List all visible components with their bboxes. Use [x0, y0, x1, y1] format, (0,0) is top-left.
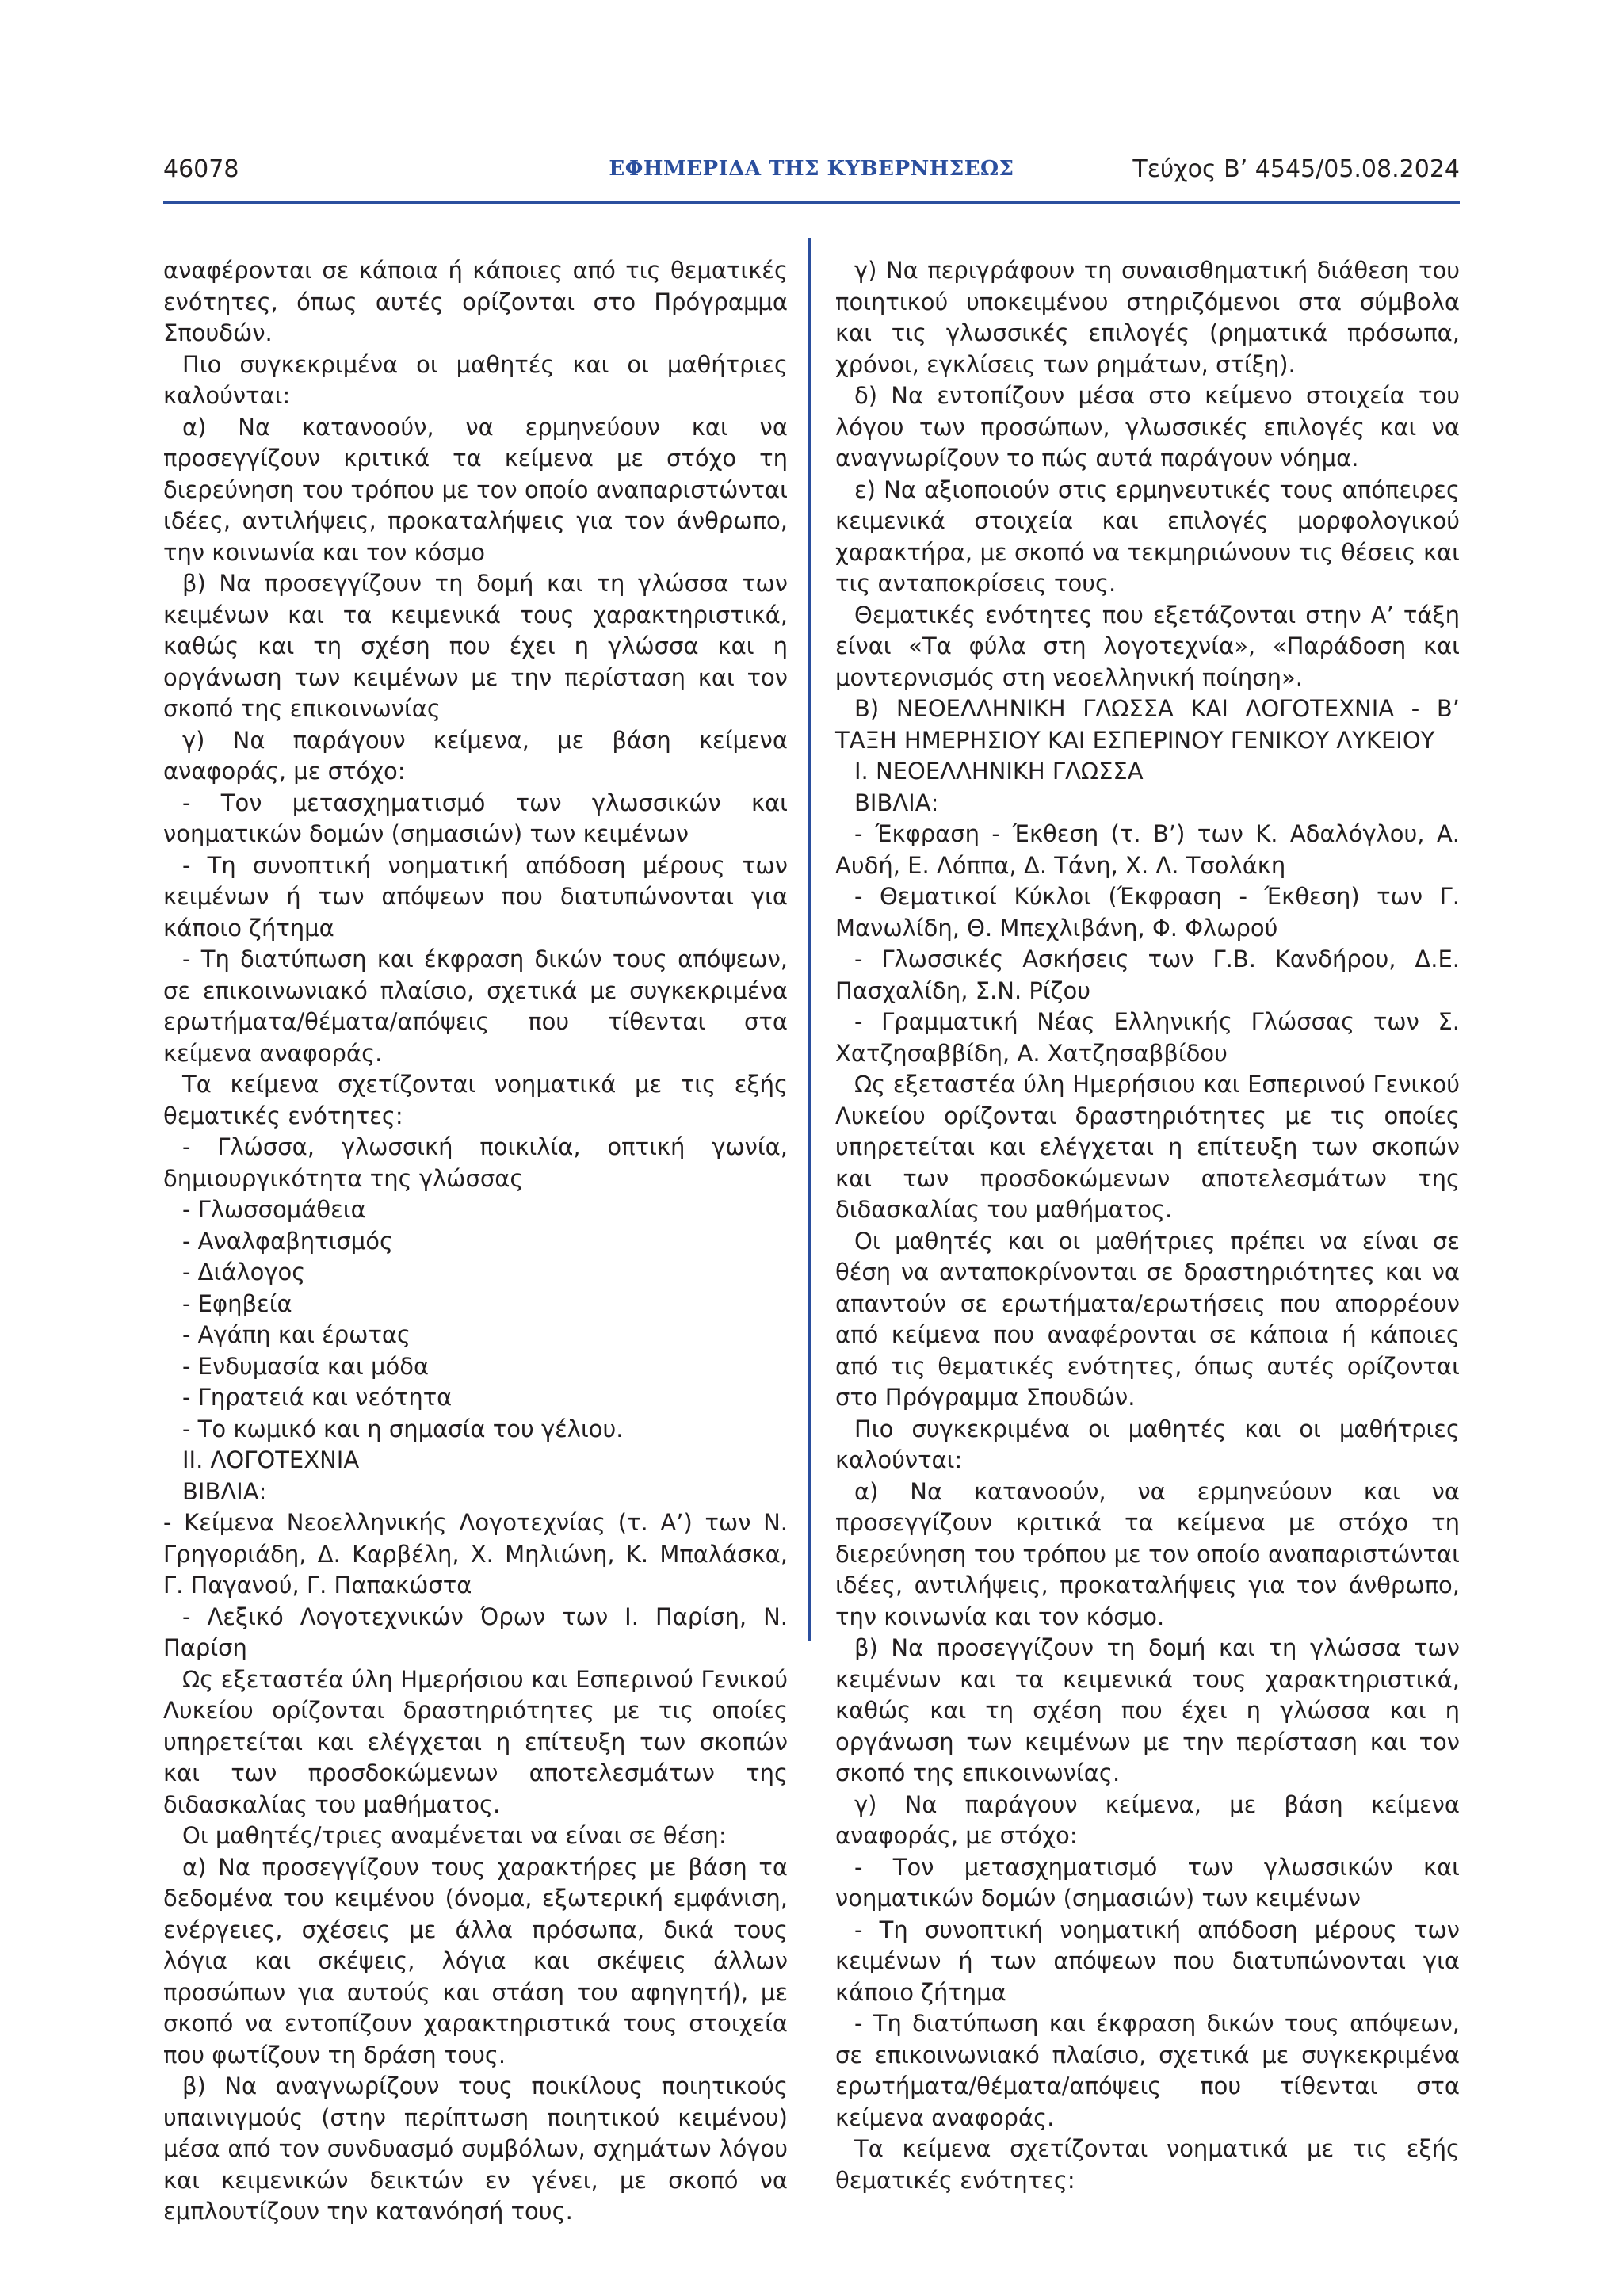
list-item: - Τη συνοπτική νοηματική απόδοση μέρους των κειμένων ή των απόψεων που διατυπώνονται για κάποιο ζήτημα	[835, 1916, 1460, 2006]
paragraph: γ) Να περιγράφουν τη συναισθηματική διάθεση του ποιητικού υποκειμένου στηριζόμενοι στα σύμβολα και τις γλωσσικές επιλογές (ρηματικά πρόσωπα, χρόνοι, εγκλίσεις των ρημάτων, στίξη).	[835, 257, 1460, 378]
list-item: - Έκφραση - Έκθεση (τ. Β’) των Κ. Αδαλόγλου, Α. Αυδή, Ε. Λόππα, Δ. Τάνη, Χ. Λ. Τσολάκη	[835, 820, 1460, 879]
list-item: - Αναλφαβητισμός	[182, 1227, 393, 1255]
paragraph: β) Να προσεγγίζουν τη δομή και τη γλώσσα των κειμένων και τα κειμενικά τους χαρακτηριστικά, καθώς και τη σχέση που έχει η γλώσσα και η οργάνωση των κειμένων με την περίσταση και τον σκοπό της επικοινωνίας	[163, 570, 788, 722]
list-item: - Γραμματική Νέας Ελληνικής Γλώσσας των Σ. Χατζησαββίδη, Α. Χατζησαββίδου	[835, 1008, 1460, 1067]
list-item: - Το κωμικό και η σημασία του γέλιου.	[182, 1415, 624, 1442]
paragraph: Ως εξεταστέα ύλη Ημερήσιου και Εσπερινού Γενικού Λυκείου ορίζονται δραστηριότητες με τις οποίες υπηρετείται και ελέγχεται η επίτευξη των σκοπών και των προσδοκώμενων αποτελεσμάτων της διδασκαλίας του μαθήματος.	[163, 1665, 788, 1818]
header-rule	[163, 201, 1460, 204]
list-item: - Τον μετασχηματισμό των γλωσσικών και νοηματικών δομών (σημασιών) των κειμένων	[835, 1853, 1460, 1912]
paragraph: α) Να κατανοούν, να ερμηνεύουν και να προσεγγίζουν κριτικά τα κείμενα με στόχο τη διερεύνηση του τρόπου με τον οποίο αναπαριστώνται ιδέες, αντιλήψεις, προκαταλήψεις για τον άνθρωπο, την κοινωνία και τον κόσμο.	[835, 1477, 1460, 1630]
paragraph: Τα κείμενα σχετίζονται νοηματικά με τις εξής θεματικές ενότητες:	[835, 2135, 1460, 2194]
paragraph: Ως εξεταστέα ύλη Ημερήσιου και Εσπερινού Γενικού Λυκείου ορίζονται δραστηριότητες με τις οποίες υπηρετείται και ελέγχεται η επίτευξη των σκοπών και των προσδοκώμενων αποτελεσμάτων της διδασκαλίας του μαθήματος.	[835, 1071, 1460, 1223]
list-item: - Γλωσσομάθεια	[182, 1196, 366, 1223]
list-item: - Τη διατύπωση και έκφραση δικών τους απόψεων, σε επικοινωνιακό πλαίσιο, σχετικά με συγκεκριμένα ερωτήματα/θέματα/απόψεις που τίθενται στα κείμενα αναφοράς.	[835, 2010, 1460, 2131]
list-item: - Αγάπη και έρωτας	[182, 1321, 411, 1348]
list-item: - Κείμενα Νεοελληνικής Λογοτεχνίας (τ. Α’) των Ν. Γρηγοριάδη, Δ. Καρβέλη, Χ. Μηλιώνη, Κ. Μπαλάσκα, Γ. Παγανού, Γ. Παπακώστα	[163, 1509, 788, 1599]
paragraph: Πιο συγκεκριμένα οι μαθητές και οι μαθήτριες καλούνται:	[835, 1415, 1460, 1473]
paragraph: Οι μαθητές και οι μαθήτριες πρέπει να είναι σε θέση να ανταποκρίνονται σε δραστηριότητες και να απαντούν σε ερωτήματα/ερωτήσεις που απορρέουν από κείμενα που αναφέρονται σε κάποια ή κάποιες από τις θεματικές ενότητες, όπως αυτές ορίζονται στο Πρόγραμμα Σπουδών.	[835, 1227, 1460, 1411]
right-column	[835, 255, 1460, 2196]
gazette-title: ΕΦΗΜΕΡΙΔΑ ΤΗΣ ΚΥΒΕΡΝΗΣΕΩΣ	[609, 157, 1014, 181]
paragraph: β) Να προσεγγίζουν τη δομή και τη γλώσσα των κειμένων και τα κειμενικά τους χαρακτηριστικά, καθώς και τη σχέση που έχει η γλώσσα και η οργάνωση των κειμένων με την περίσταση και τον σκοπό της επικοινωνίας.	[835, 1634, 1460, 1786]
paragraph: Οι μαθητές/τριες αναμένεται να είναι σε θέση:	[182, 1822, 727, 1849]
section-heading: Β) ΝΕΟΕΛΛΗΝΙΚΗ ΓΛΩΣΣΑ ΚΑΙ ΛΟΓΟΤΕΧΝΙΑ - Β’ ΤΑΞΗ ΗΜΕΡΗΣΙΟΥ ΚΑΙ ΕΣΠΕΡΙΝΟΥ ΓΕΝΙΚΟΥ ΛΥΚΕΙΟΥ	[835, 695, 1460, 754]
list-item: - Θεματικοί Κύκλοι (Έκφραση - Έκθεση) των Γ. Μανωλίδη, Θ. Μπεχλιβάνη, Φ. Φλωρού	[835, 883, 1460, 942]
paragraph: Θεματικές ενότητες που εξετάζονται στην Α’ τάξη είναι «Τα φύλα στη λογοτεχνία», «Παράδοση και μοντερνισμός στη νεοελληνική ποίηση».	[835, 601, 1460, 691]
paragraph: Πιο συγκεκριμένα οι μαθητές και οι μαθήτριες καλούνται:	[163, 350, 788, 409]
list-item: - Ενδυμασία και μόδα	[182, 1352, 430, 1380]
column-divider	[808, 238, 811, 1641]
left-column	[163, 255, 788, 2228]
list-item: - Διάλογος	[182, 1259, 306, 1286]
page-number: 46078	[163, 155, 239, 183]
list-item: - Τη διατύπωση και έκφραση δικών τους απόψεων, σε επικοινωνιακό πλαίσιο, σχετικά με συγκεκριμένα ερωτήματα/θέματα/απόψεις που τίθενται στα κείμενα αναφοράς.	[163, 946, 788, 1067]
section-heading: ΒΙΒΛΙΑ:	[854, 789, 939, 816]
paragraph: αναφέρονται σε κάποια ή κάποιες από τις θεματικές ενότητες, όπως αυτές ορίζονται στο Πρόγραμμα Σπουδών.	[163, 257, 788, 346]
list-item: - Λεξικό Λογοτεχνικών Όρων των Ι. Παρίση, Ν. Παρίση	[163, 1603, 788, 1661]
section-heading: ΒΙΒΛΙΑ:	[182, 1477, 267, 1505]
issue-number: Τεύχος Β’ 4545/05.08.2024	[1132, 155, 1460, 183]
paragraph: δ) Να εντοπίζουν μέσα στο κείμενο στοιχεία του λόγου των προσώπων, γλωσσικές επιλογές και να αναγνωρίζουν το πώς αυτά παράγουν νόημα.	[835, 382, 1460, 472]
paragraph: α) Να κατανοούν, να ερμηνεύουν και να προσεγγίζουν κριτικά τα κείμενα με στόχο τη διερεύνηση του τρόπου με τον οποίο αναπαριστώνται ιδέες, αντιλήψεις, προκαταλήψεις για τον άνθρωπο, την κοινωνία και τον κόσμο	[163, 413, 788, 566]
paragraph: γ) Να παράγουν κείμενα, με βάση κείμενα αναφοράς, με στόχο:	[163, 726, 788, 785]
list-item: - Εφηβεία	[182, 1289, 292, 1317]
list-item: - Τη συνοπτική νοηματική απόδοση μέρους των κειμένων ή των απόψεων που διατυπώνονται για κάποιο ζήτημα	[163, 851, 788, 942]
list-item: - Τον μετασχηματισμό των γλωσσικών και νοηματικών δομών (σημασιών) των κειμένων	[163, 789, 788, 847]
section-heading: Ι. ΝΕΟΕΛΛΗΝΙΚΗ ΓΛΩΣΣΑ	[854, 758, 1144, 785]
section-heading: ΙΙ. ΛΟΓΟΤΕΧΝΙΑ	[182, 1446, 360, 1473]
paragraph: γ) Να παράγουν κείμενα, με βάση κείμενα αναφοράς, με στόχο:	[835, 1790, 1460, 1849]
page-header	[163, 155, 1460, 193]
paragraph: α) Να προσεγγίζουν τους χαρακτήρες με βάση τα δεδομένα του κειμένου (όνομα, εξωτερική εμφάνιση, ενέργειες, σχέσεις με άλλα πρόσωπα, δικά τους λόγια και σκέψεις, λόγια και σκέψεις άλλων προσώπων για αυτούς και στάση του αφηγητή), με σκοπό να εντοπίζουν χαρακτηριστικά τους στοιχεία που φωτίζουν τη δράση τους.	[163, 1853, 788, 2069]
paragraph: β) Να αναγνωρίζουν τους ποικίλους ποιητικούς υπαινιγμούς (στην περίπτωση ποιητικού κειμένου) μέσα από τον συνδυασμό συμβόλων, σχημάτων λόγου και κειμενικών δεικτών εν γένει, με σκοπό να εμπλουτίζουν την κατανόησή τους.	[163, 2073, 788, 2225]
list-item: - Γλωσσικές Ασκήσεις των Γ.Β. Κανδήρου, Δ.Ε. Πασχαλίδη, Σ.Ν. Ρίζου	[835, 946, 1460, 1004]
list-item: - Γηρατειά και νεότητα	[182, 1384, 453, 1411]
list-item: - Γλώσσα, γλωσσική ποικιλία, οπτική γωνία, δημιουργικότητα της γλώσσας	[163, 1133, 788, 1192]
paragraph: ε) Να αξιοποιούν στις ερμηνευτικές τους απόπειρες κειμενικά στοιχεία και επιλογές μορφολογικού χαρακτήρα, με σκοπό να τεκμηριώνουν τις θέσεις και τις ανταποκρίσεις τους.	[835, 476, 1460, 597]
paragraph: Τα κείμενα σχετίζονται νοηματικά με τις εξής θεματικές ενότητες:	[163, 1071, 788, 1129]
